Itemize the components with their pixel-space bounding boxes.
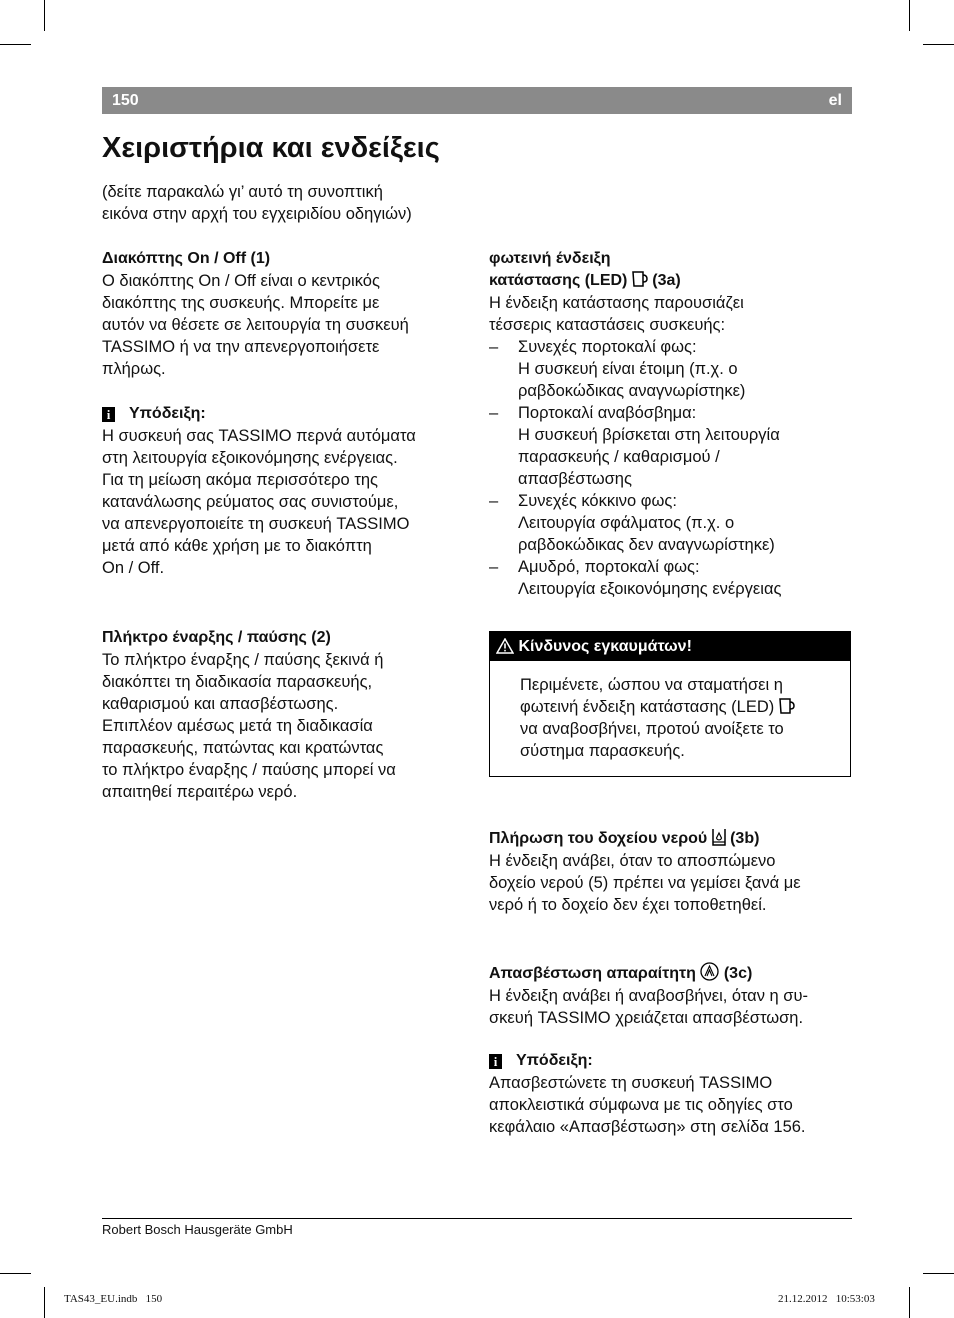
list-item: – Αμυδρό, πορτοκαλί φως: Λειτουργία εξοικονόμησης ενέργειας — [489, 558, 782, 598]
hint-heading: Υπόδειξη: — [516, 1052, 593, 1069]
section-heading: Διακόπτης On / Off (1) — [102, 250, 271, 267]
print-slug-file: TAS43_EU.indb 150 — [64, 1293, 163, 1305]
info-icon: i — [102, 407, 115, 422]
body-line: Απασβεστώνετε τη συσκευή TASSIMO — [489, 1074, 773, 1092]
page-header-bar — [102, 87, 852, 114]
body-line: στη λειτουργία εξοικονόμησης ενέργειας. — [102, 449, 398, 467]
hint2-section — [489, 1050, 854, 1138]
water-section: Πλήρωση του δοχείου νερού (3b) Η ένδειξη ανάβει, όταν το αποσπώμενο δοχείο νερού (5) πρέπει να γεμίσει ξανά με νερό ή το δοχείο δεν έχει τοποθετηθεί. — [489, 828, 854, 916]
footer-company: Robert Bosch Hausgeräte GmbH — [102, 1222, 293, 1237]
crop-mark — [0, 1273, 31, 1274]
section-heading: Απασβέστωση απαραίτητη — [489, 965, 696, 982]
body-line: αποκλειστικά σύμφωνα με τις οδηγίες στο — [489, 1096, 793, 1114]
body-line: TASSIMO ή να την απενεργοποιήσετε — [102, 338, 380, 356]
body-line: διακόπτης της συσκευής. Μπορείτε με — [102, 294, 380, 312]
startpause-section — [102, 627, 472, 803]
body-line: αυτόν να θέσετε σε λειτουργία τη συσκευή — [102, 316, 409, 334]
body-line: Η συσκευή σας TASSIMO περνά αυτόματα — [102, 427, 416, 445]
body-line: Η ένδειξη ανάβει, όταν το αποσπώμενο — [489, 852, 776, 870]
crop-mark — [909, 0, 910, 31]
section-heading: φωτεινή ένδειξη — [489, 250, 611, 267]
hint-heading: Υπόδειξη: — [129, 405, 206, 422]
body-line: Επιπλέον αμέσως μετά τη διαδικασία — [102, 717, 373, 735]
body-line: το πλήκτρο έναρξης / παύσης μπορεί να — [102, 761, 396, 779]
body-line: πλήρως. — [102, 360, 166, 378]
print-slug-datetime: 21.12.2012 10:53:03 — [778, 1293, 875, 1305]
body-line: Το πλήκτρο έναρξης / παύσης ξεκινά ή — [102, 651, 384, 669]
body-line: Για τη μείωση ακόμα περισσότερο της — [102, 471, 378, 489]
list-item: – Συνεχές κόκκινο φως: Λειτουργία σφάλματος (π.χ. ο ραβδοκώδικας δεν αναγνωρίστηκε) — [489, 492, 775, 554]
body-line: κατανάλωσης ρεύματος σας συνιστούμε, — [102, 493, 399, 511]
body-line: κεφάλαιο «Απασβέστωση» στη σελίδα 156. — [489, 1118, 806, 1136]
body-line: Η ένδειξη κατάστασης παρουσιάζει — [489, 294, 744, 312]
crop-mark — [923, 44, 954, 45]
crop-mark — [909, 1287, 910, 1318]
descale-section: Απασβέστωση απαραίτητη (3c) Η ένδειξη ανάβει ή αναβοσβήνει, όταν η συ- σκευή TASSIMO χρειάζεται απασβέστωση. — [489, 962, 854, 1029]
onoff-section — [102, 248, 472, 380]
body-line: απαιτηθεί περαιτέρω νερό. — [102, 783, 298, 801]
body-line: On / Off. — [102, 559, 165, 577]
water-tank-icon — [712, 828, 726, 846]
section-heading: Πλήρωση του δοχείου νερού — [489, 830, 708, 847]
cup-icon — [779, 698, 795, 715]
body-line: καθαρισμού και απασβέστωσης. — [102, 695, 339, 713]
warning-triangle-icon — [496, 638, 514, 654]
body-line: διακόπτει τη διαδικασία παρασκευής, — [102, 673, 373, 691]
info-icon: i — [489, 1054, 502, 1069]
body-line: μετά από κάθε χρήση με το διακόπτη — [102, 537, 372, 555]
warning-body: Περιμένετε, ώσπου να σταματήσει η φωτεινή ένδειξη κατάστασης (LED) να αναβοσβήνει, προτού ανοίξετε το σύστημα παρασκευής. — [520, 674, 795, 762]
warning-box — [489, 631, 851, 777]
intro-text: (δείτε παρακαλώ γι’ αυτό τη συνοπτική εικόνα στην αρχή του εγχειριδίου οδηγιών) — [102, 183, 412, 223]
footer-divider — [102, 1218, 852, 1219]
crop-mark — [44, 0, 45, 31]
body-line: παρασκευής, πατώντας και κρατώντας — [102, 739, 384, 757]
crop-mark — [0, 44, 31, 45]
descale-icon — [700, 962, 719, 981]
body-line: σκευή TASSIMO χρειάζεται απασβέστωση. — [489, 1009, 804, 1027]
body-line: να απενεργοποιείτε τη συσκευή TASSIMO — [102, 515, 410, 533]
body-line: τέσσερις καταστάσεις συσκευής: — [489, 316, 726, 334]
body-line: Η ένδειξη ανάβει ή αναβοσβήνει, όταν η συ- — [489, 987, 808, 1005]
hint-section — [102, 403, 472, 579]
cup-icon — [632, 271, 648, 288]
crop-mark — [923, 1273, 954, 1274]
language-code: el — [828, 92, 842, 109]
section-heading: Πλήκτρο έναρξης / παύσης (2) — [102, 629, 331, 646]
crop-mark — [44, 1287, 45, 1318]
page-number: 150 — [112, 92, 139, 109]
body-line: Ο διακόπτης On / Off είναι ο κεντρικός — [102, 272, 380, 290]
body-line: νερό ή το δοχείο δεν έχει τοποθετηθεί. — [489, 896, 767, 914]
list-item: – Συνεχές πορτοκαλί φως: Η συσκευή είναι έτοιμη (π.χ. ο ραβδοκώδικας αναγνωρίστηκε) — [489, 338, 746, 400]
list-item: – Πορτοκαλί αναβόσβημα: Η συσκευή βρίσκεται στη λειτουργία παρασκευής / καθαρισμού / απασβέστωσης — [489, 404, 780, 488]
warning-heading: Κίνδυνος εγκαυμάτων! — [518, 638, 692, 655]
page-title: Χειριστήρια και ενδείξεις — [102, 132, 440, 164]
led-section: φωτεινή ένδειξη κατάστασης (LED) (3a) Η ένδειξη κατάστασης παρουσιάζει τέσσερις καταστάσεις συσκευής: – Συνεχές πορτοκαλί φως: Η συσκευή είναι έτοιμη (π.χ. ο ραβδοκώδικας αναγνωρίστηκε) – Πορτοκαλί αναβόσβημα: Η συσκευή βρίσκεται στη λειτουργία παρασκευής / καθαρισμού / απασβέστωσης – Συνεχές κόκκινο φως: Λειτουργία σφάλματος (π.χ. ο ραβδοκώδικας δεν αναγνωρίστηκε) – Αμυδρό, πορτοκαλί φως: Λειτουργία εξοικονόμησης ενέργειας — [489, 248, 854, 600]
body-line: δοχείο νερού (5) πρέπει να γεμίσει ξανά με — [489, 874, 801, 892]
